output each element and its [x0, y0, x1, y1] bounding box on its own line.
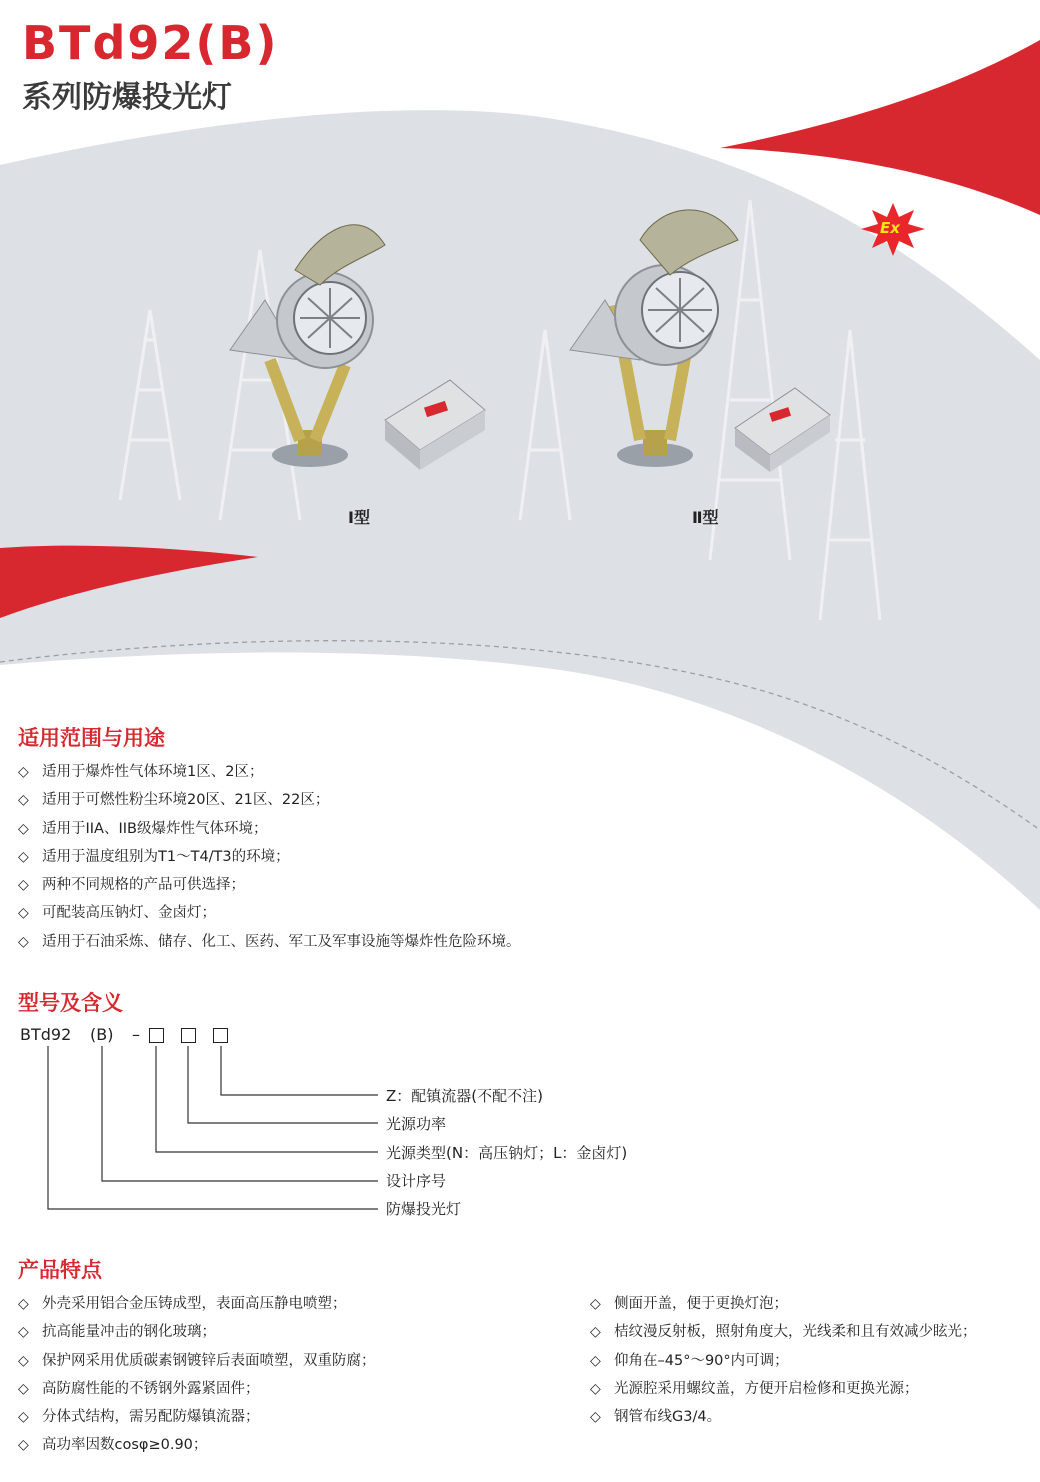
diamond-bullet-icon: ◇ [18, 1352, 29, 1369]
diamond-bullet-icon: ◇ [18, 848, 29, 865]
diamond-bullet-icon: ◇ [18, 792, 29, 809]
diamond-bullet-icon: ◇ [18, 1437, 29, 1454]
diamond-bullet-icon: ◇ [18, 820, 29, 837]
diamond-bullet-icon: ◇ [590, 1352, 601, 1369]
diamond-bullet-icon: ◇ [590, 1380, 601, 1397]
scope-list [18, 758, 521, 956]
model-code-variant: (B) [90, 1025, 114, 1044]
section-title-model: 型号及含义 [18, 991, 123, 1015]
list-item: ◇ 分体式结构，需另配防爆镇流器； [18, 1403, 376, 1431]
model-code-prefix: BTd92 [20, 1025, 72, 1044]
list-item: ◇ 两种不同规格的产品可供选择； [18, 871, 521, 899]
diamond-bullet-icon: ◇ [18, 1380, 29, 1397]
meaning-ballast: Z：配镇流器(不配不注) [386, 1087, 543, 1105]
model-code-dash: – [132, 1025, 140, 1044]
model-code-box-type [149, 1028, 164, 1043]
list-item: ◇ 光源腔采用螺纹盖，方便开启检修和更换光源； [590, 1375, 977, 1403]
meaning-product: 防爆投光灯 [386, 1200, 462, 1218]
diamond-bullet-icon: ◇ [590, 1409, 601, 1426]
list-item: ◇ 外壳采用铝合金压铸成型，表面高压静电喷塑； [18, 1290, 376, 1318]
list-item: ◇ 适用于可燃性粉尘环境20区、21区、22区； [18, 786, 521, 814]
list-item: ◇ 抗高能量冲击的钢化玻璃； [18, 1318, 376, 1346]
type-1-label: Ⅰ型 [348, 508, 370, 527]
diamond-bullet-icon: ◇ [590, 1324, 601, 1341]
section-title-features: 产品特点 [18, 1258, 102, 1282]
list-item: ◇ 高功率因数cosφ≥0.90； [18, 1431, 376, 1459]
list-item: ◇ 适用于石油采炼、储存、化工、医药、军工及军事设施等爆炸性危险环境。 [18, 928, 521, 956]
features-list-right [590, 1290, 977, 1431]
diamond-bullet-icon: ◇ [18, 877, 29, 894]
meaning-power: 光源功率 [386, 1115, 447, 1133]
product-model-title: BTd92(B) [22, 16, 279, 70]
diamond-bullet-icon: ◇ [18, 764, 29, 780]
list-item: ◇ 适用于IIA、IIB级爆炸性气体环境； [18, 815, 521, 843]
model-code-leader-lines [48, 1046, 378, 1209]
list-item: ◇ 桔纹漫反射板，照射角度大，光线柔和且有效减少眩光； [590, 1318, 977, 1346]
product-series-subtitle: 系列防爆投光灯 [22, 80, 232, 115]
diamond-bullet-icon: ◇ [590, 1296, 601, 1312]
list-item: ◇ 适用于温度组别为T1～T4/T3的环境； [18, 843, 521, 871]
diamond-bullet-icon: ◇ [18, 1324, 29, 1341]
ex-badge-label: Ex [880, 219, 900, 237]
section-title-scope: 适用范围与用途 [18, 726, 165, 750]
meaning-design-number: 设计序号 [386, 1172, 447, 1190]
meaning-light-type: 光源类型(N：高压钠灯；L：金卤灯) [386, 1144, 628, 1162]
list-item: ◇ 可配装高压钠灯、金卤灯； [18, 899, 521, 927]
list-item: ◇ 适用于爆炸性气体环境1区、2区； [18, 758, 521, 786]
type-2-label: Ⅱ型 [692, 508, 719, 527]
features-list-left [18, 1290, 376, 1460]
list-item: ◇ 钢管布线G3/4。 [590, 1403, 977, 1431]
list-item: ◇ 仰角在–45°～90°内可调； [590, 1347, 977, 1375]
diamond-bullet-icon: ◇ [18, 905, 29, 922]
list-item: ◇ 高防腐性能的不锈钢外露紧固件； [18, 1375, 376, 1403]
diamond-bullet-icon: ◇ [18, 933, 29, 950]
diamond-bullet-icon: ◇ [18, 1296, 29, 1312]
list-item: ◇ 保护网采用优质碳素钢镀锌后表面喷塑，双重防腐； [18, 1347, 376, 1375]
model-code-box-power [181, 1028, 196, 1043]
model-code-box-ballast [213, 1028, 228, 1043]
diamond-bullet-icon: ◇ [18, 1409, 29, 1426]
list-item: ◇ 侧面开盖，便于更换灯泡； [590, 1290, 977, 1318]
